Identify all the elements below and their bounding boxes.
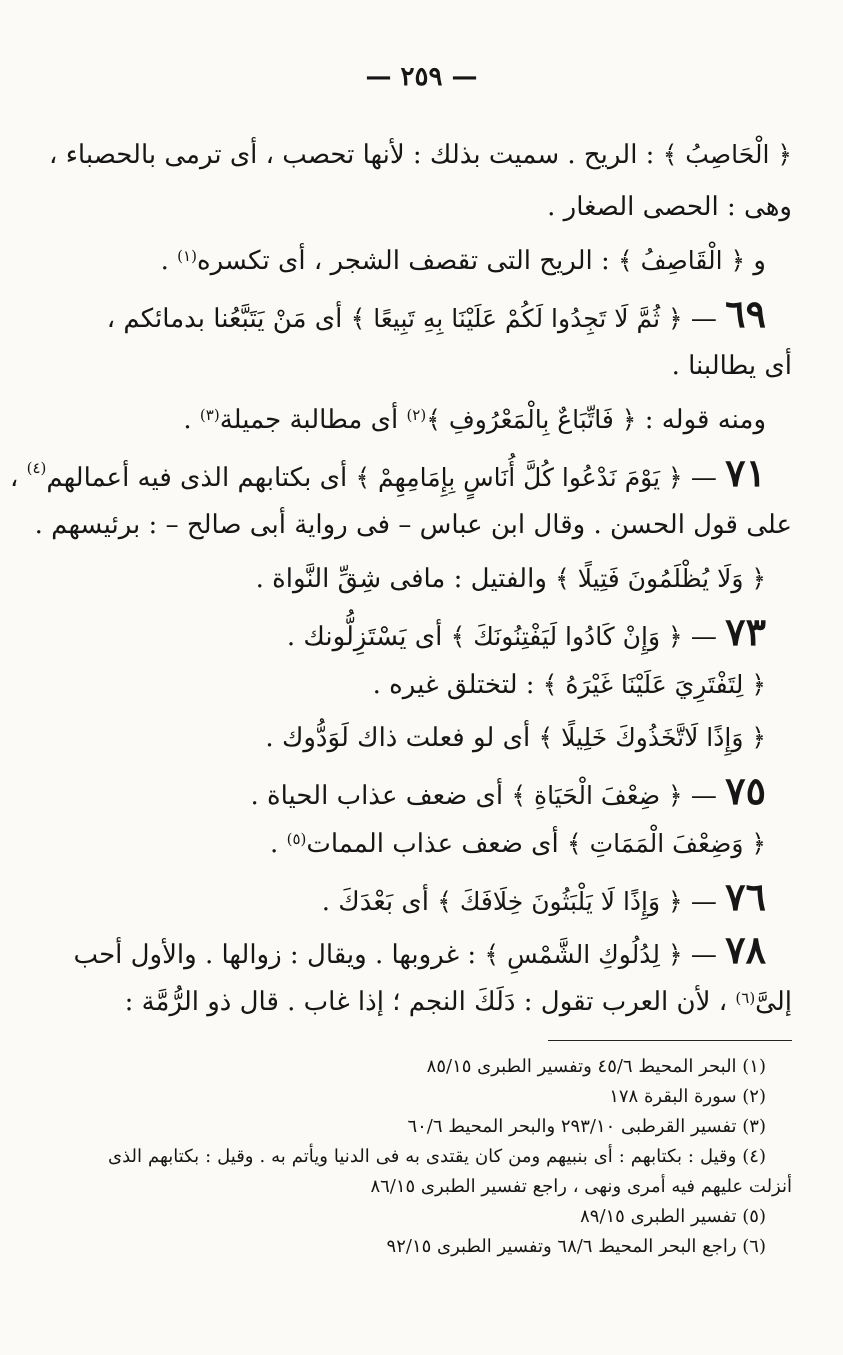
text-span: . [183,405,200,435]
text-span: . [160,246,178,276]
text-span: — [682,940,726,970]
text-span: : لتختلق غيره . [372,670,543,700]
text-line [34,499,792,552]
verse-number: ٧٦ [725,874,766,919]
footnote: (٦) راجع البحر المحيط ٦٨/٦ وتفسير الطبرى ٩٢/١٥ [386,1236,766,1257]
footnote: (٢) سورة البقرة ١٧٨ [609,1086,766,1107]
quran-quote: ﴿ وَضِعْفَ الْمَمَاتِ ﴾ [567,829,766,858]
text-line [112,605,792,658]
text-span: أى مَنْ يَتَبَّعُنا بدمائكم ، [106,304,351,334]
quran-quote: ﴿ وَإِذًا لَاتَّخَذُوكَ خَلِيلًا ﴾ [538,723,766,752]
text-span: . [270,829,287,859]
text-span: إلىَّ [755,987,792,1017]
text-span: والفتيل : مافى شِقِّ النَّواة . [255,564,556,594]
text-span: ، [9,463,27,493]
quran-quote: ﴿ وَإِذًا لَا يَلْبَثُونَ خِلَافَكَ ﴾ [437,887,683,916]
footnote: (٣) تفسير القرطبى ٢٩٣/١٠ والبحر المحيط ٦٠/٦ [407,1116,766,1137]
footnote-ref: (٤) [26,459,47,477]
footnote: (٥) تفسير الطبرى ٨٩/١٥ [580,1206,766,1227]
quran-quote: ﴿ وَلَا يُظْلَمُونَ فَتِيلًا ﴾ [555,564,766,593]
text-span: : الريح . سميت بذلك : لأنها تحصب ، أى ترمى بالحصباء ، [49,140,663,170]
text-span: وهى : الحصى الصغار . [547,192,792,222]
verse-number: ٧٨ [725,927,766,972]
text-span: — [682,304,726,334]
text-span: أى ضعف عذاب الممات [306,829,567,859]
footnotes [108,1052,792,1262]
text-line [112,711,792,764]
text-line [112,393,792,446]
verse-number: ٦٩ [725,291,766,336]
text-line [112,870,792,923]
text-line [112,552,792,605]
text-span: : الريح التى تقصف الشجر ، أى تكسره [196,246,619,276]
footnote-ref: (٥) [286,830,307,848]
text-span: أى لو فعلت ذاك لَوَدُّوك . [265,723,539,753]
text-line [106,287,792,340]
quran-quote: ﴿ الْقَاصِفُ ﴾ [618,246,746,275]
text-span: ومنه قوله : [636,405,766,435]
quran-quote: ﴿ وَإِنْ كَادُوا لَيَفْتِنُونَكَ ﴾ [450,622,683,651]
footnote-separator [548,1040,792,1041]
text-span: أى يطالبنا . [671,351,792,381]
main-text [9,128,792,1029]
quran-quote: ﴿ يَوْمَ نَدْعُوا كُلَّ أُنَاسٍ بِإِمَامِهِمْ ﴾ [355,463,683,492]
footnote: (٤) وقيل : بكتابهم : أى بنبيهم ومن كان يقتدى به فى الدنيا ويأتم به . وقيل : بكتابهم الذى [108,1146,766,1167]
text-span: : غروبها . ويقال : زوالها . والأول أحب [73,940,485,970]
quran-quote: ﴿ ضِعْفَ الْحَيَاةِ ﴾ [511,781,683,810]
text-span: أى ضعف عذاب الحياة . [250,781,512,811]
text-span: أى بكتابهم الذى فيه أعمالهم [46,463,356,493]
text-line [49,128,792,181]
quran-quote: ﴿ لِدُلُوكِ الشَّمْسِ ﴾ [484,940,683,969]
verse-number: ٧١ [725,450,766,495]
verse-number: ٧٣ [725,609,766,654]
text-span: — [682,887,726,917]
text-line [112,181,792,234]
text-span: أى مطالبة جميلة [219,405,407,435]
footnote-ref: (١) [177,247,197,265]
text-span: أى بَعْدَكَ . [321,887,438,917]
footnote: (١) البحر المحيط ٤٥/٦ وتفسير الطبرى ٨٥/١٥ [426,1056,766,1077]
page-number: — ٢٥٩ — [365,62,478,92]
text-span: ، لأن العرب تقول : دَلَكَ النجم ؛ إذا غاب . قال ذو الرُّمَّة : [124,987,736,1017]
footnote-ref: (٣) [199,406,220,424]
text-line [73,923,792,976]
text-line [112,976,792,1029]
text-span: و [745,246,766,276]
text-line [112,764,792,817]
verse-number: ٧٥ [725,768,766,813]
text-line [112,658,792,711]
text-span: — [682,622,726,652]
footnote: أنزلت عليهم فيه أمرى ونهى ، راجع تفسير الطبرى ٨٦/١٥ [370,1176,792,1197]
footnote-ref: (٢) [406,406,427,424]
text-span: أى يَسْتَزِلُّونك . [286,622,451,652]
text-span: — [682,781,726,811]
quran-quote: ﴿ فَاتِّبَاعٌ بِالْمَعْرُوفِ ﴾ [426,405,637,434]
quran-quote: ﴿ لِتَفْتَرِيَ عَلَيْنَا غَيْرَهُ ﴾ [542,670,766,699]
text-line [112,234,792,287]
text-line [9,446,792,499]
text-line [112,340,792,393]
footnote-ref: (٦) [735,989,756,1007]
text-line [112,817,792,870]
quran-quote: ﴿ ثُمَّ لَا تَجِدُوا لَكُمْ عَلَيْنَا بِهِ تَبِيعًا ﴾ [350,304,683,333]
quran-quote: ﴿ الْحَاصِبُ ﴾ [662,140,792,169]
text-span: على قول الحسن . وقال ابن عباس – فى رواية أبى صالح – : برئيسهم . [34,510,792,540]
text-span: — [682,463,726,493]
